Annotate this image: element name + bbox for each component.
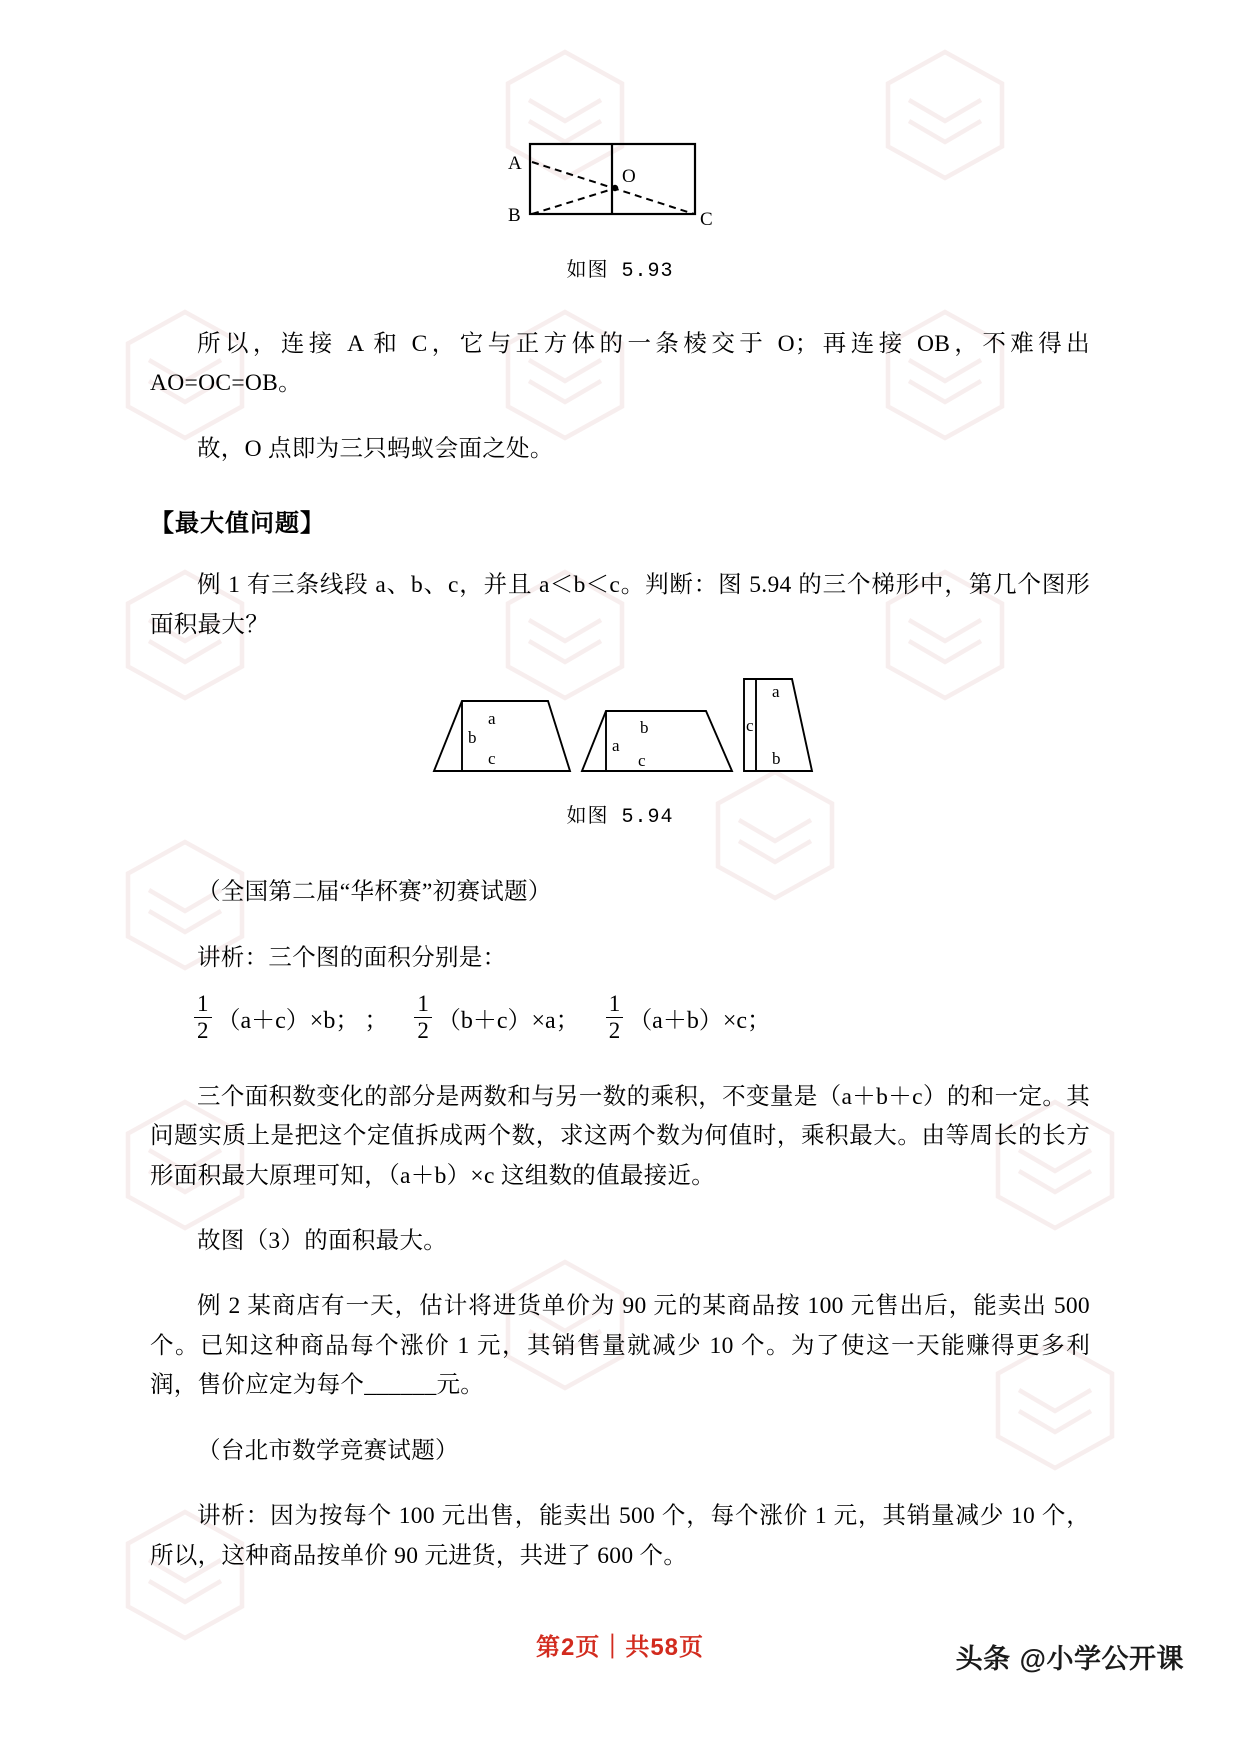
paragraph-example-1: 例 1 有三条线段 a、b、c，并且 a＜b＜c。判断：图 5.94 的三个梯形中，第几个图形面积最大？ [150,572,1090,638]
paragraph-example-2: 例 2 某商店有一天，估计将进货单价为 90 元的某商品按 100 元售出后，能卖出 500 个。已知这种商品每个涨价 1 元，其销售量就减少 10 个。为了使这一天能赚得更多利润，售价应定为每个______元。 [150,1293,1090,1399]
fraction-denominator: 2 [414,1017,432,1043]
svg-text:c: c [638,751,646,771]
fraction-denominator: 2 [194,1017,212,1043]
brand-name-label: 头条 [955,1644,1011,1674]
formula-item-1 [194,992,388,1043]
paragraph-source-1: （全国第二届“华杯赛”初赛试题） [197,879,552,906]
formula-expression: （b＋c）×a； [436,1008,580,1035]
figure-5-93 [150,130,1090,283]
svg-text:b: b [640,718,649,738]
formula-item-3 [606,992,771,1043]
trapezoid-1 [434,701,570,771]
fraction-one-half [194,992,212,1043]
paragraph-analysis: 三个面积数变化的部分是两数和与另一数的乘积，不变量是（a＋b＋c）的和一定。其问题实质上是把这个定值拆成两个数，求这两个数为何值时，乘积最大。由等周长的长方形面积最大原理可知，（a＋b）×c 这组数的值最接近。 [150,1083,1090,1189]
svg-text:b: b [772,749,781,769]
brand-handle-label: @小学公开课 [1019,1644,1184,1674]
fraction-numerator: 1 [608,991,621,1017]
section-heading-max-value: 【最大值问题】 [150,511,325,538]
paragraph-conclusion-1: 故图（3）的面积最大。 [197,1227,448,1254]
figure-5-93-caption: 如图 5.93 [566,260,674,283]
svg-text:c: c [746,716,754,736]
paragraph-source-2: （台北市数学竞赛试题） [197,1437,459,1464]
fraction-one-half [606,992,624,1043]
svg-text:B: B [508,205,521,226]
figure-5-94-drawing [420,671,820,786]
figure-5-93-drawing [470,130,770,240]
figure-5-94 [150,671,1090,829]
brand-watermark [956,1637,1184,1676]
formula-separator: ； [364,1008,389,1035]
formula-item-2 [414,992,579,1043]
svg-text:a: a [612,736,620,756]
formula-areas [194,992,1090,1043]
page-number-label: 第2页｜共58页 [535,1634,705,1661]
formula-expression: （a＋c）×b； [216,1008,360,1035]
formula-expression: （a＋b）×c； [628,1008,772,1035]
svg-text:b: b [468,728,477,748]
trapezoid-2 [582,711,732,771]
svg-text:a: a [772,682,780,702]
svg-text:C: C [700,209,713,230]
svg-text:A: A [508,153,522,174]
svg-text:O: O [622,166,636,187]
fraction-one-half [414,992,432,1043]
trapezoid-3 [744,679,812,771]
svg-text:a: a [488,709,496,729]
fraction-numerator: 1 [417,991,429,1017]
paragraph-2: 故，O 点即为三只蚂蚁会面之处。 [197,435,554,462]
paragraph-explain-2: 讲析：因为按每个 100 元出售，能卖出 500 个，每个涨价 1 元，其销量减少 10 个，所以，这种商品按单价 90 元进货，共进了 600 个。 [150,1503,1090,1569]
paragraph-explain-1: 讲析：三个图的面积分别是： [197,944,507,971]
paragraph-1: 所以，连接 A 和 C，它与正方体的一条棱交于 O；再连接 OB，不难得出 AO=OC=OB。 [150,331,1090,397]
fraction-denominator: 2 [606,1017,624,1043]
fraction-numerator: 1 [197,991,209,1017]
svg-text:c: c [488,749,496,769]
figure-5-94-caption: 如图 5.94 [566,806,674,830]
